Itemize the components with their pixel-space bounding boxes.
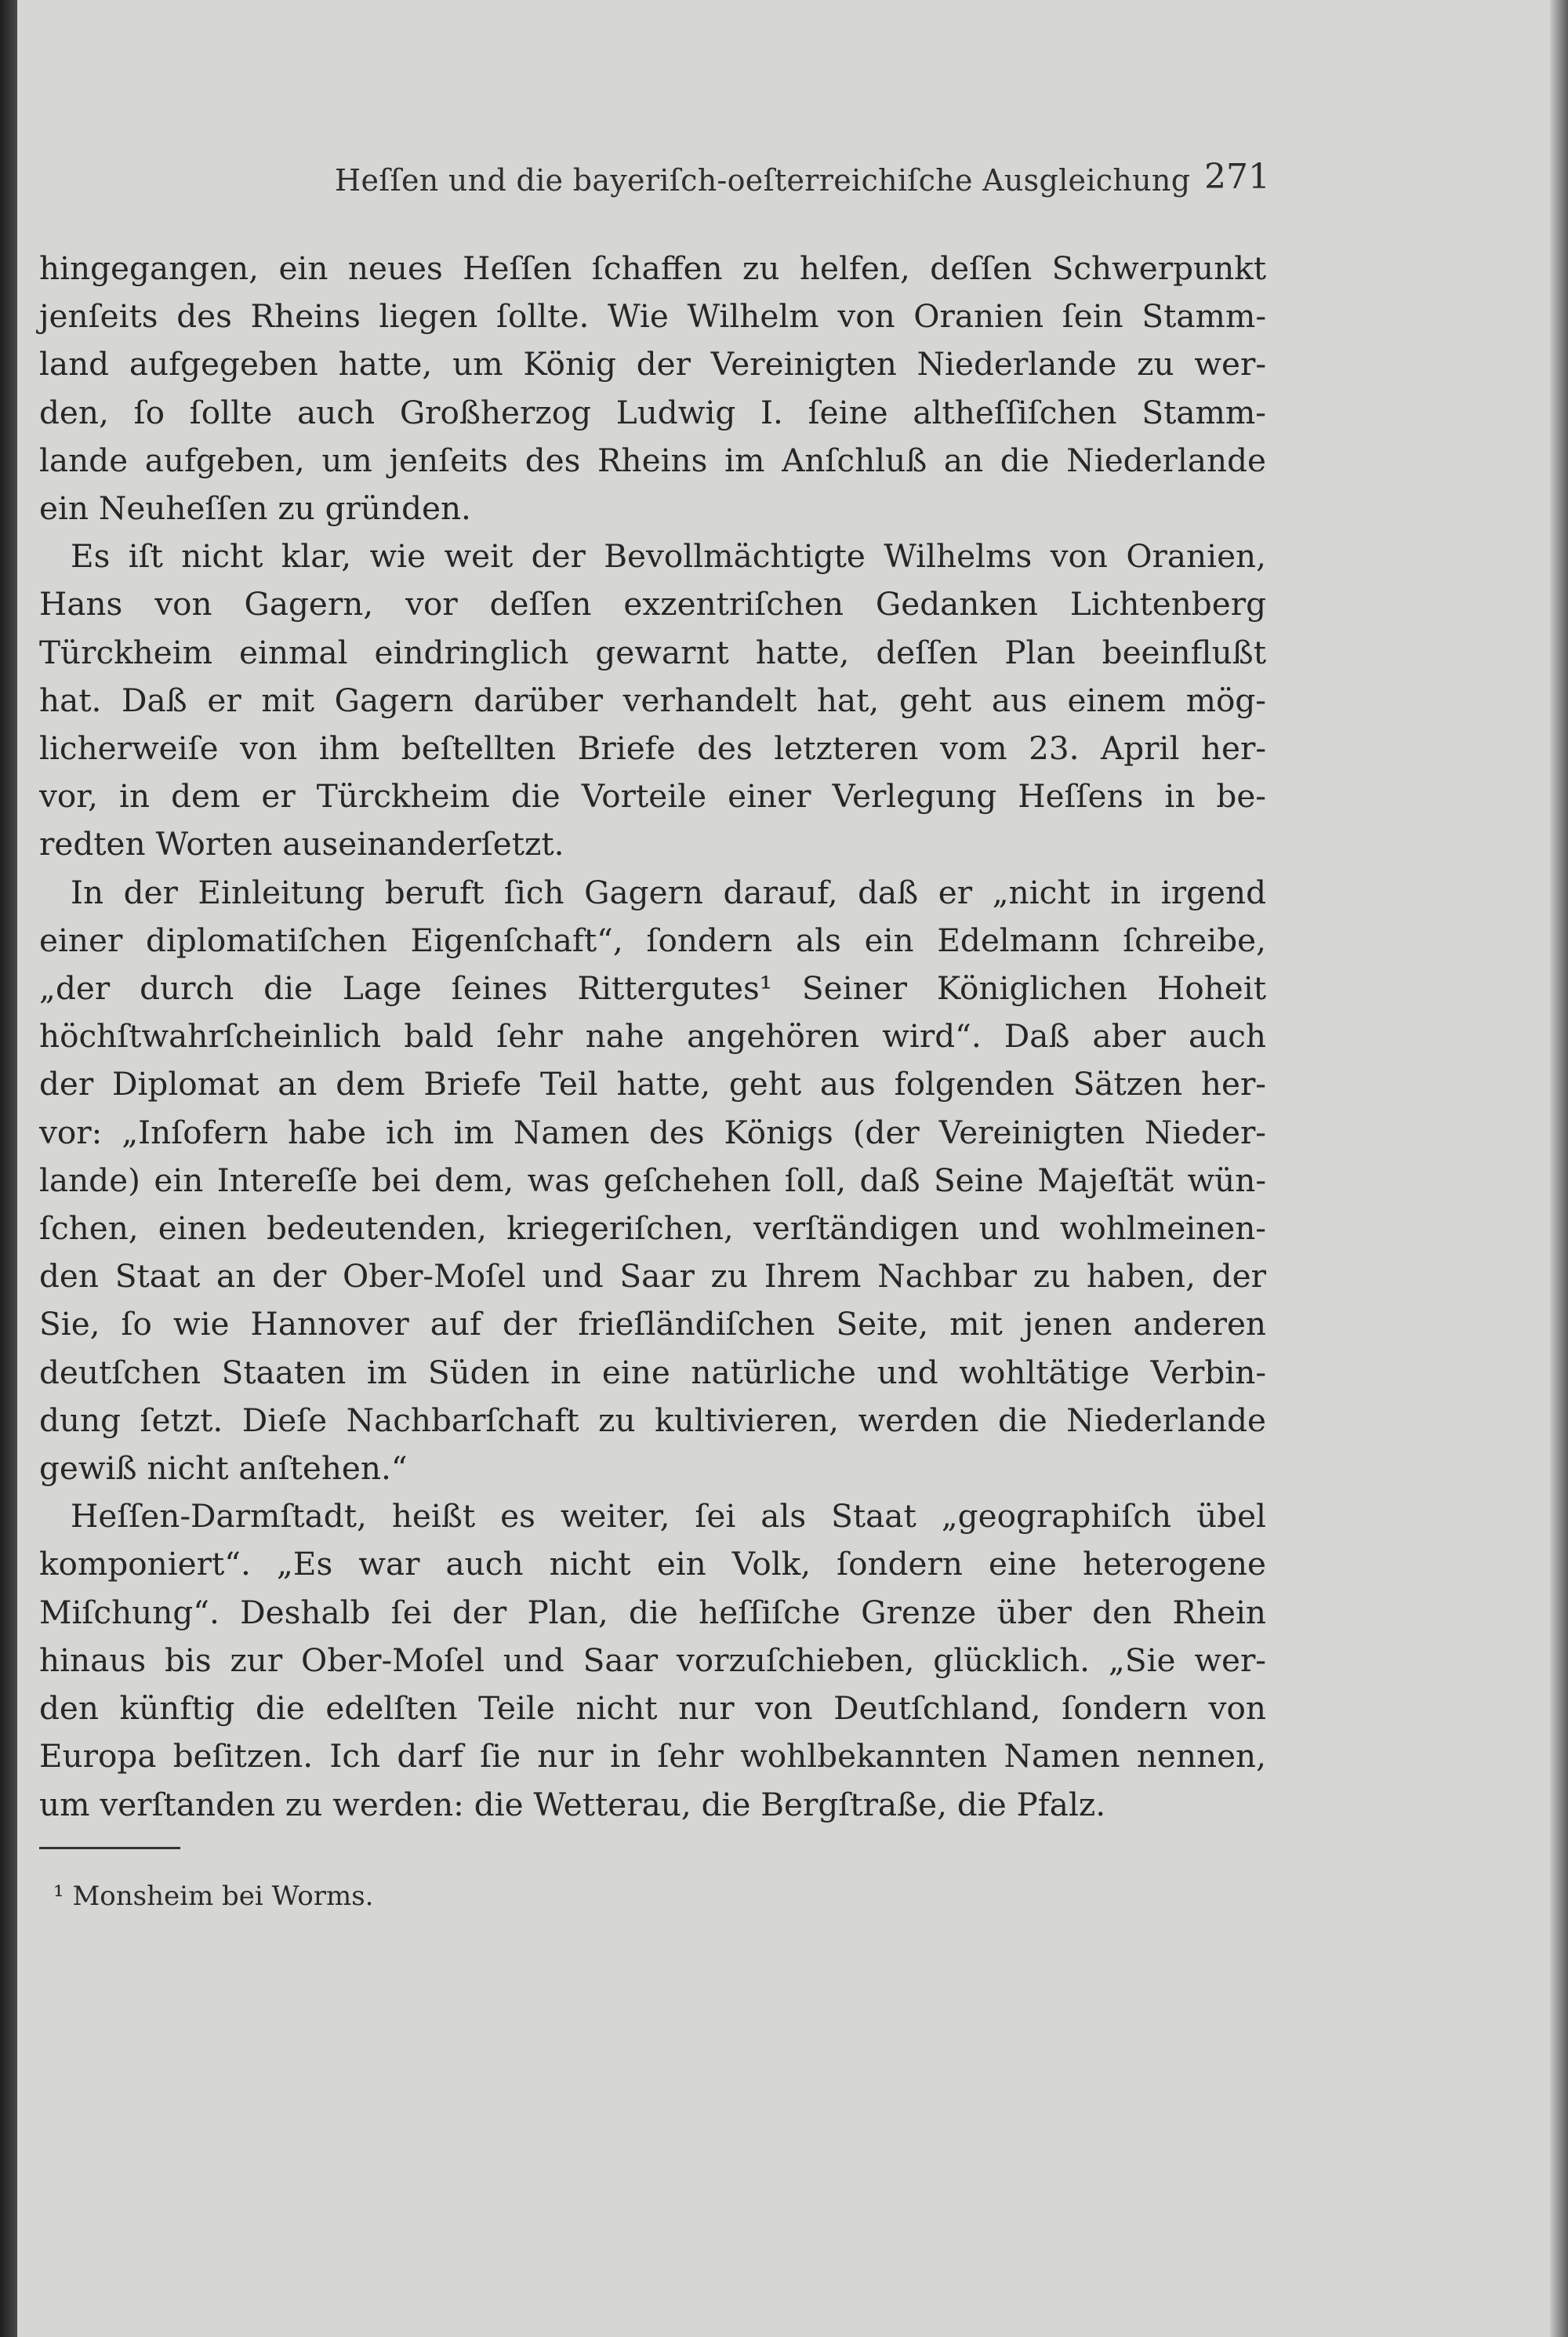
footnote-marker: ¹: [53, 1881, 64, 1912]
text-line: „der durch die Lage ſeines Rittergutes¹ Seiner Königlichen Hoheit: [39, 969, 1266, 1008]
text-line: hinaus bis zur Ober-Moſel und Saar vorzuſchieben, glücklich. „Sie wer-: [39, 1641, 1266, 1679]
text-line: dung ſetzt. Dieſe Nachbarſchaft zu kultivieren, werden die Niederlande: [39, 1401, 1266, 1439]
text-line: ein Neuheſſen zu gründen.: [39, 489, 471, 528]
text-line: vor, in dem er Türckheim die Vorteile einer Verlegung Heſſens in be-: [39, 777, 1266, 816]
text-line: redten Worten auseinanderſetzt.: [39, 825, 564, 863]
text-line: Europa beſitzen. Ich darf ſie nur in ſehr wohlbekannten Namen nennen,: [39, 1737, 1266, 1775]
text-line: ſchen, einen bedeutenden, kriegeriſchen, verſtändigen und wohlmeinen-: [39, 1209, 1266, 1248]
text-line: Heſſen-Darmſtadt, heißt es weiter, ſei als Staat „geographiſch übel: [71, 1497, 1266, 1536]
text-line: um verſtanden zu werden: die Wetterau, die Bergſtraße, die Pfalz.: [39, 1785, 1106, 1823]
text-line: licherweiſe von ihm beſtellten Briefe des letzteren vom 23. April her-: [39, 729, 1266, 768]
text-line: gewiß nicht anſtehen.“: [39, 1449, 408, 1488]
text-line: der Diplomat an dem Briefe Teil hatte, geht aus folgenden Sätzen her-: [39, 1065, 1266, 1103]
text-line: Türckheim einmal eindringlich gewarnt hatte, deſſen Plan beeinflußt: [39, 633, 1266, 671]
text-line: In der Einleitung beruft ſich Gagern darauf, daß er „nicht in irgend: [71, 873, 1266, 911]
body-text: [39, 245, 1266, 1829]
paragraph: [39, 869, 1266, 1493]
footnote-divider: [39, 1847, 180, 1849]
footnote-text: Monsheim bei Worms.: [72, 1881, 374, 1912]
text-line: Sie, ſo wie Hannover auf der frieſländiſchen Seite, mit jenen anderen: [39, 1305, 1266, 1343]
text-line: einer diplomatiſchen Eigenſchaft“, ſondern als ein Edelmann ſchreibe,: [39, 921, 1266, 959]
paragraph: [39, 1492, 1266, 1828]
running-title: Heſſen und die bayeriſch-oeſterreichiſche Ausgleichung: [335, 163, 1191, 198]
page-header: [0, 157, 1568, 204]
paragraph: [39, 245, 1266, 532]
text-line: hat. Daß er mit Gagern darüber verhandelt hat, geht aus einem mög-: [39, 681, 1266, 719]
text-line: Es iſt nicht klar, wie weit der Bevollmächtigte Wilhelms von Oranien,: [71, 537, 1266, 576]
book-gutter: [0, 0, 17, 2337]
text-line: jenſeits des Rheins liegen ſollte. Wie Wilhelm von Oranien ſein Stamm-: [39, 297, 1266, 336]
text-line: den Staat an der Ober-Moſel und Saar zu Ihrem Nachbar zu haben, der: [39, 1257, 1266, 1296]
text-line: Miſchung“. Deshalb ſei der Plan, die heſſiſche Grenze über den Rhein: [39, 1593, 1266, 1631]
text-line: lande aufgeben, um jenſeits des Rheins im Anſchluß an die Niederlande: [39, 441, 1266, 479]
text-line: höchſtwahrſcheinlich bald ſehr nahe angehören wird“. Daß aber auch: [39, 1017, 1266, 1056]
text-line: land aufgegeben hatte, um König der Vereinigten Niederlande zu wer-: [39, 345, 1266, 383]
text-line: lande) ein Intereſſe bei dem, was geſchehen ſoll, daß Seine Majeſtät wün-: [39, 1161, 1266, 1199]
footnote: [53, 1881, 373, 1912]
paragraph: [39, 532, 1266, 868]
text-line: deutſchen Staaten im Süden in eine natürliche und wohltätige Verbin-: [39, 1353, 1266, 1391]
text-line: Hans von Gagern, vor deſſen exzentriſchen Gedanken Lichtenberg: [39, 585, 1266, 623]
text-line: den, ſo ſollte auch Großherzog Ludwig I. ſeine altheſſiſchen Stamm-: [39, 393, 1266, 431]
page-edge: [1550, 0, 1568, 2337]
text-line: den künftig die edelſten Teile nicht nur von Deutſchland, ſondern von: [39, 1689, 1266, 1728]
text-line: hingegangen, ein neues Heſſen ſchaffen zu helfen, deſſen Schwerpunkt: [39, 249, 1266, 287]
text-line: komponiert“. „Es war auch nicht ein Volk, ſondern eine heterogene: [39, 1545, 1266, 1583]
text-line: vor: „Inſofern habe ich im Namen des Königs (der Vereinigten Nieder-: [39, 1113, 1266, 1151]
page-number: 271: [1204, 157, 1270, 197]
